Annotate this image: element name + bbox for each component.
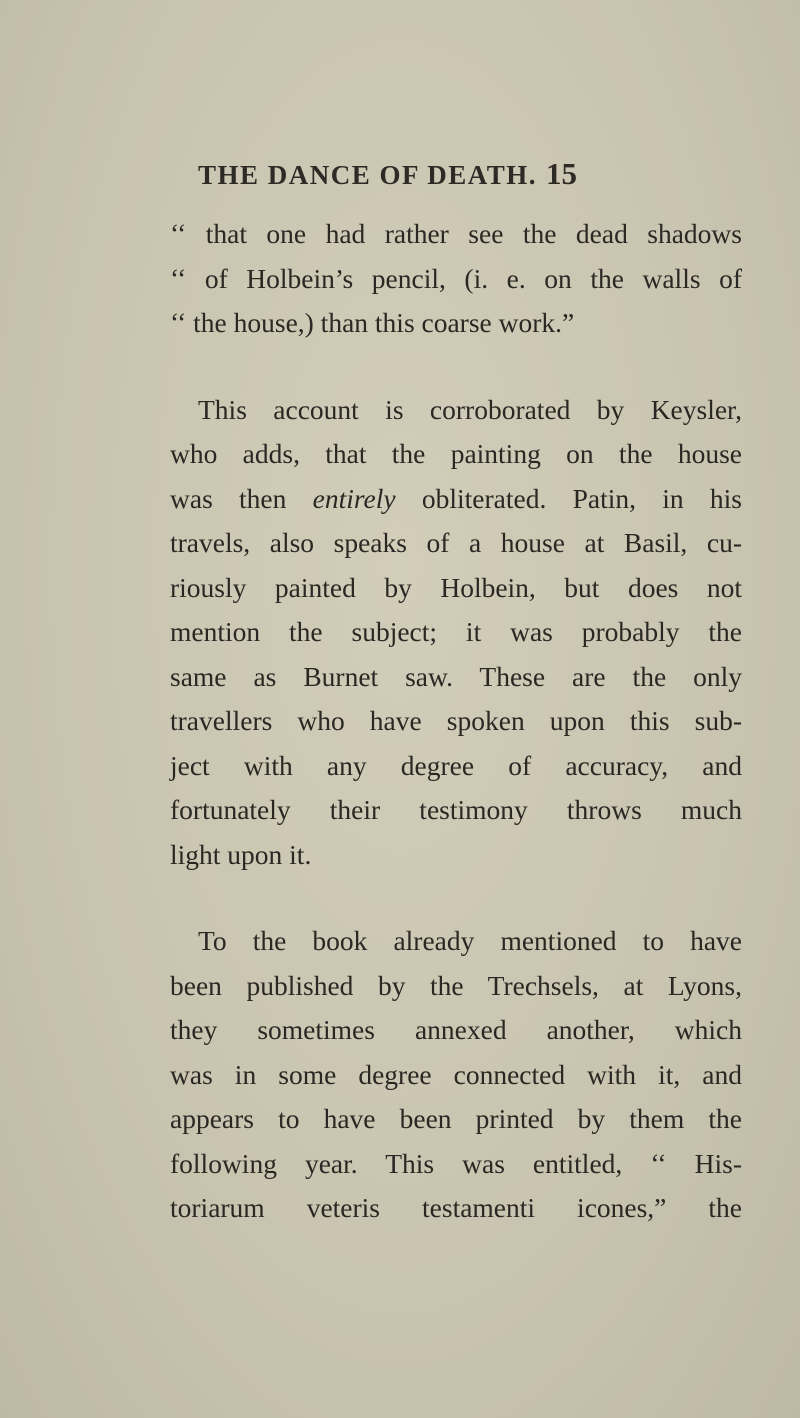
text-line: ‘‘ of Holbein’s pencil, (i. e. on the walls of (170, 262, 742, 294)
text-line: riously painted by Holbein, but does not (170, 571, 742, 603)
text-line: ject with any degree of accuracy, and (170, 749, 742, 781)
running-title: THE DANCE OF DEATH. (198, 160, 538, 190)
emphasis-line: was then entirely obliterated. Patin, in his (170, 482, 742, 514)
text-line: travels, also speaks of a house at Basil, cu- (170, 527, 742, 558)
text-line: fortunately their testimony throws much (170, 794, 742, 825)
text-line: been published by the Trechsels, at Lyons, (170, 969, 742, 1001)
text-line: ‘‘ that one had rather see the dead shadows (170, 218, 742, 249)
text-line: they sometimes annexed another, which (170, 1014, 742, 1045)
page-number: 15 (546, 156, 577, 191)
text-line: was in some degree connected with it, and (170, 1058, 742, 1090)
text-line: mention the subject; it was probably the (170, 616, 742, 647)
paragraph-quote-continuation (170, 212, 742, 346)
text-line: same as Burnet saw. These are the only (170, 660, 742, 692)
text-line: This account is corroborated by Keysler, (198, 393, 742, 425)
paragraph-trechsels (170, 919, 742, 1231)
text-line (170, 477, 742, 522)
running-head (0, 156, 800, 200)
text-line: who adds, that the painting on the house (170, 438, 742, 469)
body-text (170, 212, 742, 1231)
text-line: light upon it. (170, 838, 312, 870)
text-line: To the book already mentioned to have (198, 925, 742, 956)
text-line: travellers who have spoken upon this sub- (170, 705, 742, 736)
text-line: following year. This was entitled, ‘‘ His- (170, 1147, 742, 1179)
text-line: ‘‘ the house,) than this coarse work.” (170, 307, 575, 338)
italic-word: entirely (312, 482, 396, 514)
text-line: toriarum veteris testamenti icones,” the (170, 1192, 742, 1223)
text-line: appears to have been printed by them the (170, 1103, 742, 1134)
paragraph-keysler (170, 388, 742, 878)
